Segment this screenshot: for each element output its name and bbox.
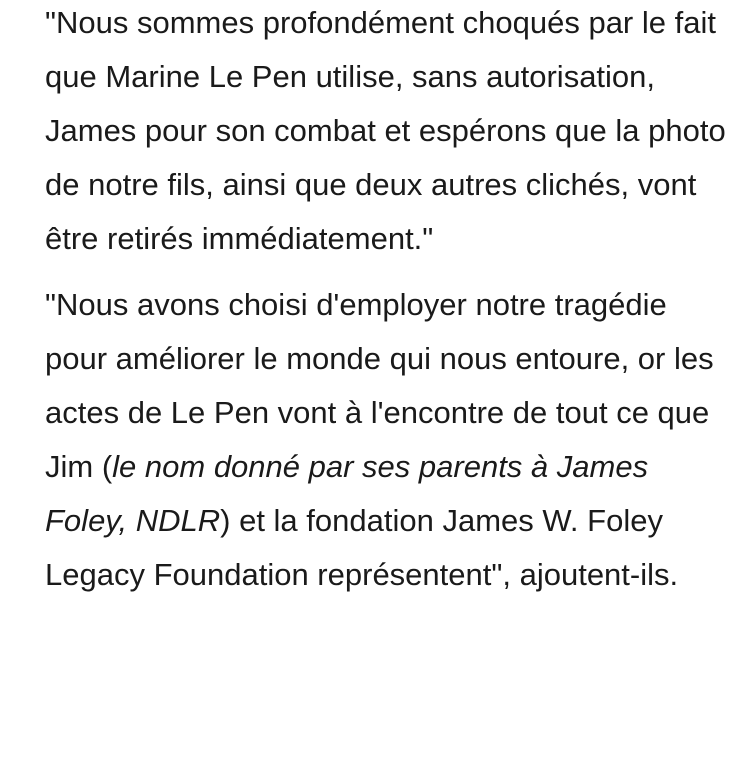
article-body	[45, 0, 735, 602]
quote-2-text-start: "Nous avons choisi d'employer notre tragédie pour améliorer le monde qui nous entoure, or les actes de Le Pen vont à l'encontre de tout ce que Jim (	[45, 287, 714, 484]
editor-note-italic: le nom donné par ses parents à James Foley, NDLR	[45, 449, 649, 538]
quote-paragraph-1: "Nous sommes profondément choqués par le fait que Marine Le Pen utilise, sans autorisation, James pour son combat et espérons que la photo de notre fils, ainsi que deux autres clichés, vont être retirés immédiatement."	[45, 5, 726, 256]
quote-paragraph-2	[45, 278, 735, 602]
quote-2-text-end: ) et la fondation James W. Foley Legacy Foundation représentent", ajoutent-ils.	[45, 503, 679, 592]
